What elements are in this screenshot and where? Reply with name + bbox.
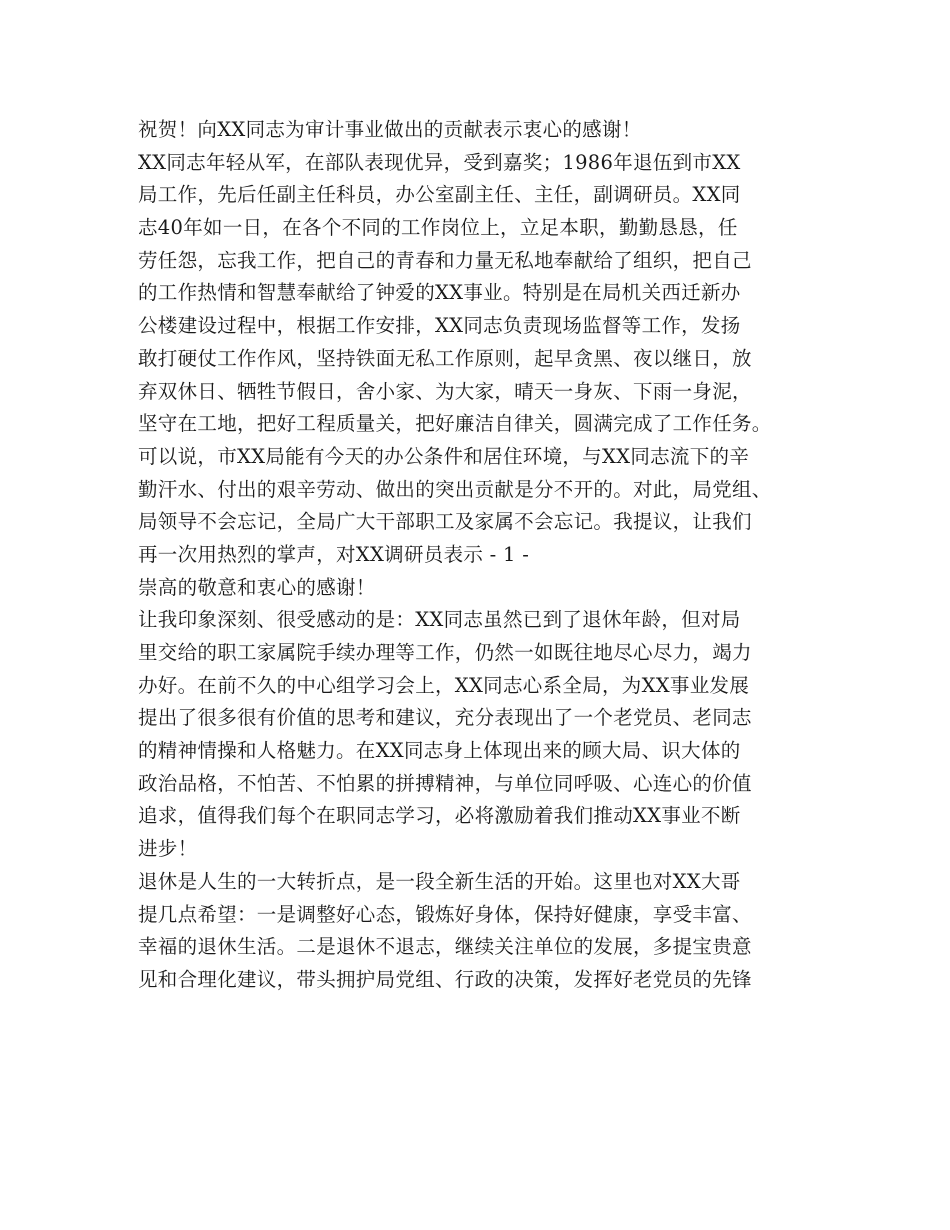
- text-line: 的工作热情和智慧奉献给了钟爱的XX事业。特别是在局机关西迁新办: [138, 281, 741, 305]
- body-text: [138, 114, 838, 997]
- text-line: 政治品格，不怕苦、不怕累的拼搏精神，与单位同呼吸、心连心的价值: [138, 771, 752, 795]
- text-line: XX同志年轻从军，在部队表现优异，受到嘉奖；1986年退伍到市XX: [138, 150, 741, 174]
- text-line-with-page-number: 再一次用热烈的掌声，对XX调研员表示 - 1 -: [138, 542, 530, 566]
- text-line: 局领导不会忘记，全局广大干部职工及家属不会忘记。我提议，让我们: [138, 510, 752, 534]
- text-line: 祝贺！向XX同志为审计事业做出的贡献表示衷心的感谢！: [138, 118, 642, 141]
- text-line: 追求，值得我们每个在职同志学习，必将激励着我们推动XX事业不断: [138, 804, 741, 828]
- text-line: 敢打硬仗工作作风，坚持铁面无私工作原则，起早贪黑、夜以继日，放: [138, 346, 752, 370]
- text-line: 提出了很多很有价值的思考和建议，充分表现出了一个老党员、老同志: [138, 706, 752, 730]
- text-line: 提几点希望：一是调整好心态，锻炼好身体，保持好健康，享受丰富、: [138, 902, 752, 926]
- text-line: 局工作，先后任副主任科员，办公室副主任、主任，副调研员。XX同: [138, 183, 741, 207]
- text-line: 的精神情操和人格魅力。在XX同志身上体现出来的顾大局、识大体的: [138, 739, 741, 763]
- text-line: 里交给的职工家属院手续办理等工作，仍然一如既往地尽心尽力，竭力: [138, 641, 752, 664]
- text-line: 志40年如一日，在各个不同的工作岗位上，立足本职，勤勤恳恳，任: [138, 216, 738, 240]
- text-line: 让我印象深刻、很受感动的是：XX同志虽然已到了退休年龄，但对局: [138, 608, 741, 632]
- text-line: 退休是人生的一大转折点，是一段全新生活的开始。这里也对XX大哥: [138, 869, 741, 893]
- text-line: 办好。在前不久的中心组学习会上，XX同志心系全局，为XX事业发展: [138, 673, 750, 697]
- text-line: 幸福的退休生活。二是退休不退志，继续关注单位的发展，多提宝贵意: [138, 935, 752, 959]
- text-line: 见和合理化建议，带头拥护局党组、行政的决策，发挥好老党员的先锋: [138, 967, 752, 991]
- text-line: 进步！: [138, 837, 198, 861]
- text-line: 勤汗水、付出的艰辛劳动、做出的突出贡献是分不开的。对此，局党组、: [138, 477, 772, 501]
- text-line: 弃双休日、牺牲节假日，舍小家、为大家，晴天一身灰、下雨一身泥，: [138, 379, 752, 403]
- text-line: 公楼建设过程中，根据工作安排，XX同志负责现场监督等工作，发扬: [138, 314, 741, 338]
- text-line: 劳任怨，忘我工作，把自己的青春和力量无私地奉献给了组织，把自己: [138, 248, 752, 272]
- text-line: 崇高的敬意和衷心的感谢！: [138, 575, 376, 599]
- text-line: 坚守在工地，把好工程质量关，把好廉洁自律关，圆满完成了工作任务。: [138, 412, 772, 436]
- text-line: 可以说，市XX局能有今天的办公条件和居住环境，与XX同志流下的辛: [138, 444, 750, 468]
